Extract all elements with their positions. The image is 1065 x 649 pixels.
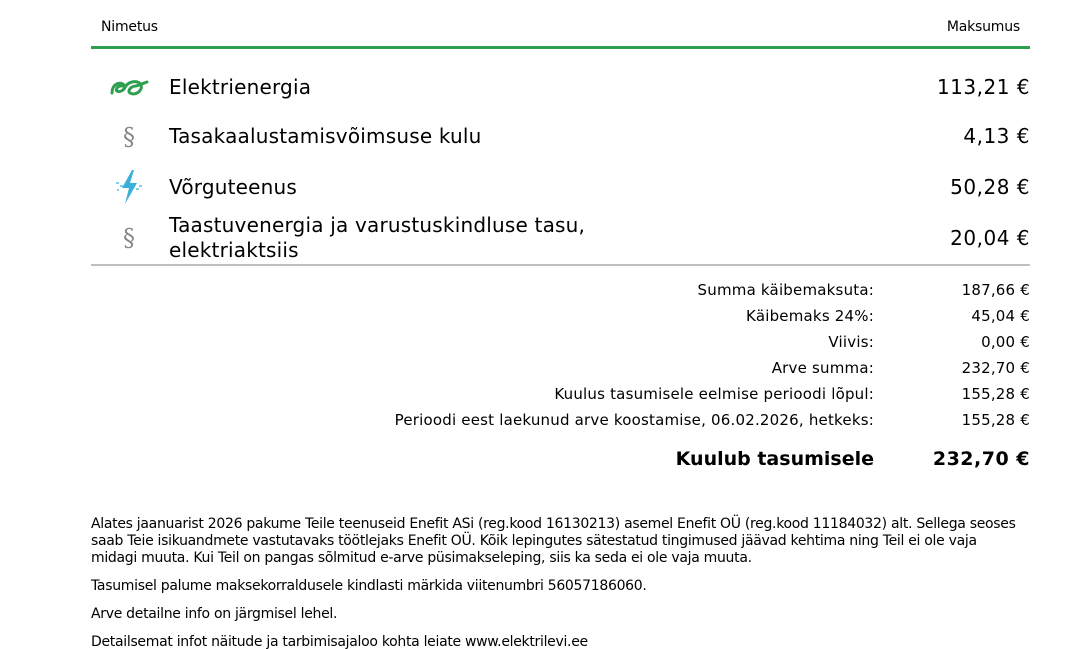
summary-label: Arve summa: xyxy=(771,359,874,377)
summary-value: 0,00 € xyxy=(981,333,1030,351)
row-amount: 113,21 € xyxy=(936,75,1030,99)
summary-line-invoice-sum xyxy=(91,359,1030,381)
row-label: Tasakaalustamisvõimsuse kulu xyxy=(169,124,482,148)
enefit-leaf-icon xyxy=(109,72,149,104)
row-amount: 20,04 € xyxy=(950,226,1030,250)
summary-value: 155,28 € xyxy=(961,411,1030,429)
summary-value: 45,04 € xyxy=(971,307,1030,325)
column-header-name: Nimetus xyxy=(101,19,158,35)
summary-line-previous-due xyxy=(91,385,1030,407)
row-label-line2: elektriaktsiis xyxy=(169,238,299,262)
column-header-cost: Maksumus xyxy=(946,19,1020,35)
row-label-line1: Taastuvenergia ja varustuskindluse tasu, xyxy=(169,213,586,237)
row-label xyxy=(169,213,585,263)
paragraph-icon: § xyxy=(123,224,135,252)
summary-line-received xyxy=(91,411,1030,433)
summary-line-vat xyxy=(91,307,1030,329)
table-bottom-rule xyxy=(91,264,1030,266)
row-amount: 4,13 € xyxy=(963,124,1030,148)
table-row-renewable xyxy=(91,212,1030,264)
summary-value: 155,28 € xyxy=(961,385,1030,403)
note-company-change: Alates jaanuarist 2026 pakume Teile teenuseid Enefit ASi (reg.kood 16130213) asemel Enefit OÜ (reg.kood 11184032) alt. Sellega seoses saab Teie isikuandmete vastutavaks töötlejaks Enefit OÜ. Kõik lepingutes sätestatud tingimused jäävad kehtima ning Teil ei ole vaja midagi muuta. Kui Teil on pangas sõlmitud e-arve püsimakseleping, siis ka seda ei ole vaja muuta. xyxy=(91,516,1016,566)
note-detail-info: Arve detailne info on järgmisel lehel. xyxy=(91,606,338,622)
row-amount: 50,28 € xyxy=(950,175,1030,199)
summary-line-net xyxy=(91,281,1030,303)
table-header xyxy=(91,0,1030,49)
note-elektrilevi: Detailsemat infot näitude ja tarbimisajaloo kohta leiate www.elektrilevi.ee xyxy=(91,634,588,649)
summary-line-penalty xyxy=(91,333,1030,355)
summary-label: Perioodi eest laekunud arve koostamise, 06.02.2026, hetkeks: xyxy=(394,411,874,429)
row-label: Elektrienergia xyxy=(169,75,312,99)
summary-label: Summa käibemaksuta: xyxy=(697,281,874,299)
note-reference-number: Tasumisel palume maksekorraldusele kindlasti märkida viitenumbri 56057186060. xyxy=(91,578,647,594)
table-row-balancing xyxy=(91,121,1030,153)
summary-value: 187,66 € xyxy=(961,281,1030,299)
invoice-notes xyxy=(91,516,1026,649)
summary-label: Viivis: xyxy=(828,333,874,351)
summary-label: Kuulus tasumisele eelmise perioodi lõpul: xyxy=(554,385,874,403)
paragraph-icon: § xyxy=(123,123,135,151)
summary-label: Käibemaks 24%: xyxy=(746,307,874,325)
total-due-line xyxy=(91,448,1030,474)
table-row-network xyxy=(91,171,1030,205)
total-due-label: Kuulub tasumisele xyxy=(675,448,874,470)
row-label: Võrguteenus xyxy=(169,175,298,199)
table-row-electricity xyxy=(91,72,1030,104)
summary-value: 232,70 € xyxy=(961,359,1030,377)
total-due-value: 232,70 € xyxy=(932,448,1030,470)
lightning-icon xyxy=(109,171,149,203)
